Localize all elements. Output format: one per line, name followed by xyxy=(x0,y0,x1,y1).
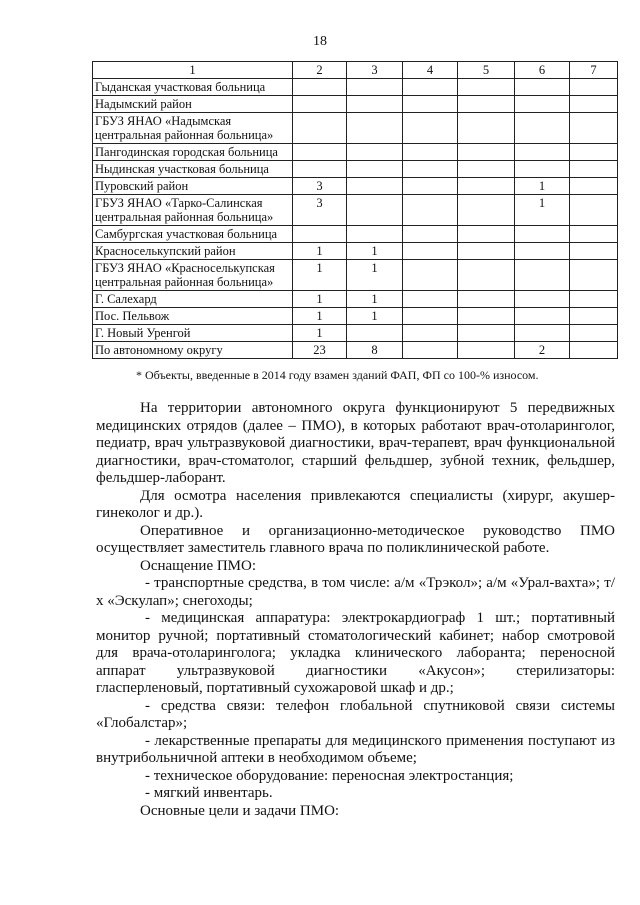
value-cell xyxy=(570,161,618,178)
value-cell xyxy=(515,308,570,325)
row-label-cell: Ныдинская участковая больница xyxy=(93,161,293,178)
value-cell xyxy=(293,161,347,178)
value-cell xyxy=(515,243,570,260)
table-row xyxy=(93,195,618,226)
value-cell xyxy=(570,144,618,161)
value-cell xyxy=(403,243,458,260)
value-cell xyxy=(515,226,570,243)
value-cell xyxy=(347,79,403,96)
value-cell xyxy=(570,113,618,144)
value-cell xyxy=(347,96,403,113)
value-cell xyxy=(403,161,458,178)
value-cell xyxy=(515,144,570,161)
value-cell xyxy=(515,79,570,96)
list-item: - транспортные средства, в том числе: а/м «Трэкол»; а/м «Урал-вахта»; т/х «Эскулап»; снегоходы; xyxy=(96,575,615,609)
value-cell: 1 xyxy=(347,308,403,325)
paragraph: Основные цели и задачи ПМО: xyxy=(140,802,340,819)
table-row xyxy=(93,260,618,291)
value-cell xyxy=(515,161,570,178)
row-label-cell: Надымский район xyxy=(93,96,293,113)
value-cell: 8 xyxy=(347,342,403,359)
footnote: * Объекты, введенные в 2014 году взамен зданий ФАП, ФП со 100-% износом. xyxy=(136,368,539,382)
value-cell xyxy=(458,243,515,260)
value-cell xyxy=(515,96,570,113)
row-label-cell: По автономному округу xyxy=(93,342,293,359)
column-header: 6 xyxy=(515,62,570,79)
value-cell xyxy=(458,96,515,113)
value-cell: 1 xyxy=(347,291,403,308)
value-cell xyxy=(347,161,403,178)
column-header: 2 xyxy=(293,62,347,79)
value-cell: 3 xyxy=(293,178,347,195)
value-cell xyxy=(570,226,618,243)
value-cell: 1 xyxy=(347,243,403,260)
list-item: - техническое оборудование: переносная электростанция; xyxy=(145,767,514,784)
value-cell xyxy=(403,113,458,144)
row-label-cell: Пос. Пельвож xyxy=(93,308,293,325)
value-cell xyxy=(293,96,347,113)
column-header: 7 xyxy=(570,62,618,79)
table-row xyxy=(93,291,618,308)
value-cell xyxy=(403,195,458,226)
value-cell xyxy=(458,342,515,359)
row-label-cell: ГБУЗ ЯНАО «Тарко-Салинская центральная районная больница» xyxy=(93,195,293,226)
value-cell xyxy=(570,342,618,359)
value-cell xyxy=(403,260,458,291)
value-cell xyxy=(458,161,515,178)
value-cell xyxy=(458,113,515,144)
value-cell xyxy=(347,195,403,226)
value-cell xyxy=(347,178,403,195)
table-row xyxy=(93,79,618,96)
column-header: 5 xyxy=(458,62,515,79)
table-row xyxy=(93,243,618,260)
value-cell xyxy=(293,113,347,144)
value-cell xyxy=(458,260,515,291)
data-table xyxy=(92,61,618,359)
value-cell xyxy=(293,226,347,243)
value-cell xyxy=(458,178,515,195)
value-cell: 1 xyxy=(293,308,347,325)
table-row xyxy=(93,325,618,342)
value-cell: 1 xyxy=(347,260,403,291)
list-item: - средства связи: телефон глобальной спутниковой связи системы «Глобалстар»; xyxy=(96,697,615,731)
value-cell xyxy=(570,79,618,96)
value-cell: 3 xyxy=(293,195,347,226)
value-cell xyxy=(570,243,618,260)
value-cell: 1 xyxy=(293,291,347,308)
value-cell xyxy=(570,260,618,291)
value-cell xyxy=(458,308,515,325)
value-cell xyxy=(403,96,458,113)
value-cell xyxy=(403,79,458,96)
value-cell xyxy=(403,325,458,342)
value-cell: 1 xyxy=(293,260,347,291)
paragraph: Оперативное и организационно-методическое руководство ПМО осуществляет заместитель главного врача по поликлинической работе. xyxy=(96,522,615,556)
value-cell: 1 xyxy=(293,325,347,342)
row-label-cell: Красноселькупский район xyxy=(93,243,293,260)
row-label-cell: ГБУЗ ЯНАО «Надымская центральная районная больница» xyxy=(93,113,293,144)
row-label-cell: ГБУЗ ЯНАО «Красноселькупская центральная районная больница» xyxy=(93,260,293,291)
value-cell xyxy=(293,144,347,161)
column-header: 1 xyxy=(93,62,293,79)
value-cell xyxy=(570,195,618,226)
row-label-cell: Г. Салехард xyxy=(93,291,293,308)
value-cell: 1 xyxy=(515,178,570,195)
paragraph: Для осмотра населения привлекаются специалисты (хирург, акушер-гинеколог и др.). xyxy=(96,487,615,521)
list-item: - медицинская аппаратура: электрокардиограф 1 шт.; портативный монитор ручной; портативный стоматологический кабинет; набор смотровой для врача-отоларинголога; укладка клинического лаборанта; переносной аппарат ультразвуковой диагностики «Акусон»; стерилизаторы: гласперленовый, портативный сухожаровой шкаф и др.; xyxy=(96,610,615,696)
value-cell xyxy=(403,308,458,325)
value-cell xyxy=(570,325,618,342)
paragraph: Оснащение ПМО: xyxy=(140,557,257,574)
value-cell: 2 xyxy=(515,342,570,359)
value-cell xyxy=(458,291,515,308)
column-header: 3 xyxy=(347,62,403,79)
value-cell xyxy=(403,178,458,195)
value-cell xyxy=(347,113,403,144)
value-cell xyxy=(515,260,570,291)
value-cell xyxy=(458,226,515,243)
table-row xyxy=(93,144,618,161)
value-cell xyxy=(458,144,515,161)
table-row xyxy=(93,178,618,195)
table-row xyxy=(93,342,618,359)
value-cell xyxy=(347,325,403,342)
value-cell xyxy=(570,178,618,195)
value-cell xyxy=(403,291,458,308)
value-cell xyxy=(403,144,458,161)
value-cell: 23 xyxy=(293,342,347,359)
value-cell xyxy=(515,113,570,144)
value-cell xyxy=(403,226,458,243)
table-row xyxy=(93,161,618,178)
table-header-row xyxy=(93,62,618,79)
value-cell: 1 xyxy=(293,243,347,260)
row-label-cell: Пангодинская городская больница xyxy=(93,144,293,161)
value-cell xyxy=(515,291,570,308)
list-item: - мягкий инвентарь. xyxy=(145,785,273,801)
paragraph: На территории автономного округа функционируют 5 передвижных медицинских отрядов (далее – ПМО), в которых работают врач-отоларинголог, педиатр, врач ультразвуковой диагностики, врач-терапевт, врач функциональной диагностики, врач-стоматолог, старший фельдшер, зубной техник, фельдшер, фельдшер-лаборант. xyxy=(96,400,615,486)
row-label-cell: Г. Новый Уренгой xyxy=(93,325,293,342)
table-row xyxy=(93,308,618,325)
value-cell xyxy=(347,226,403,243)
column-header: 4 xyxy=(403,62,458,79)
value-cell xyxy=(458,195,515,226)
value-cell xyxy=(403,342,458,359)
value-cell xyxy=(515,325,570,342)
page-number: 18 xyxy=(313,34,327,49)
row-label-cell: Пуровский район xyxy=(93,178,293,195)
value-cell xyxy=(458,325,515,342)
value-cell xyxy=(458,79,515,96)
row-label-cell: Гыданская участковая больница xyxy=(93,79,293,96)
value-cell: 1 xyxy=(515,195,570,226)
list-item: - лекарственные препараты для медицинского применения поступают из внутрибольничной аптеки в необходимом объеме; xyxy=(96,732,615,766)
value-cell xyxy=(347,144,403,161)
value-cell xyxy=(293,79,347,96)
value-cell xyxy=(570,291,618,308)
value-cell xyxy=(570,96,618,113)
table-row xyxy=(93,96,618,113)
table-row xyxy=(93,226,618,243)
row-label-cell: Самбургская участковая больница xyxy=(93,226,293,243)
table-row xyxy=(93,113,618,144)
body-text xyxy=(96,400,615,820)
value-cell xyxy=(570,308,618,325)
